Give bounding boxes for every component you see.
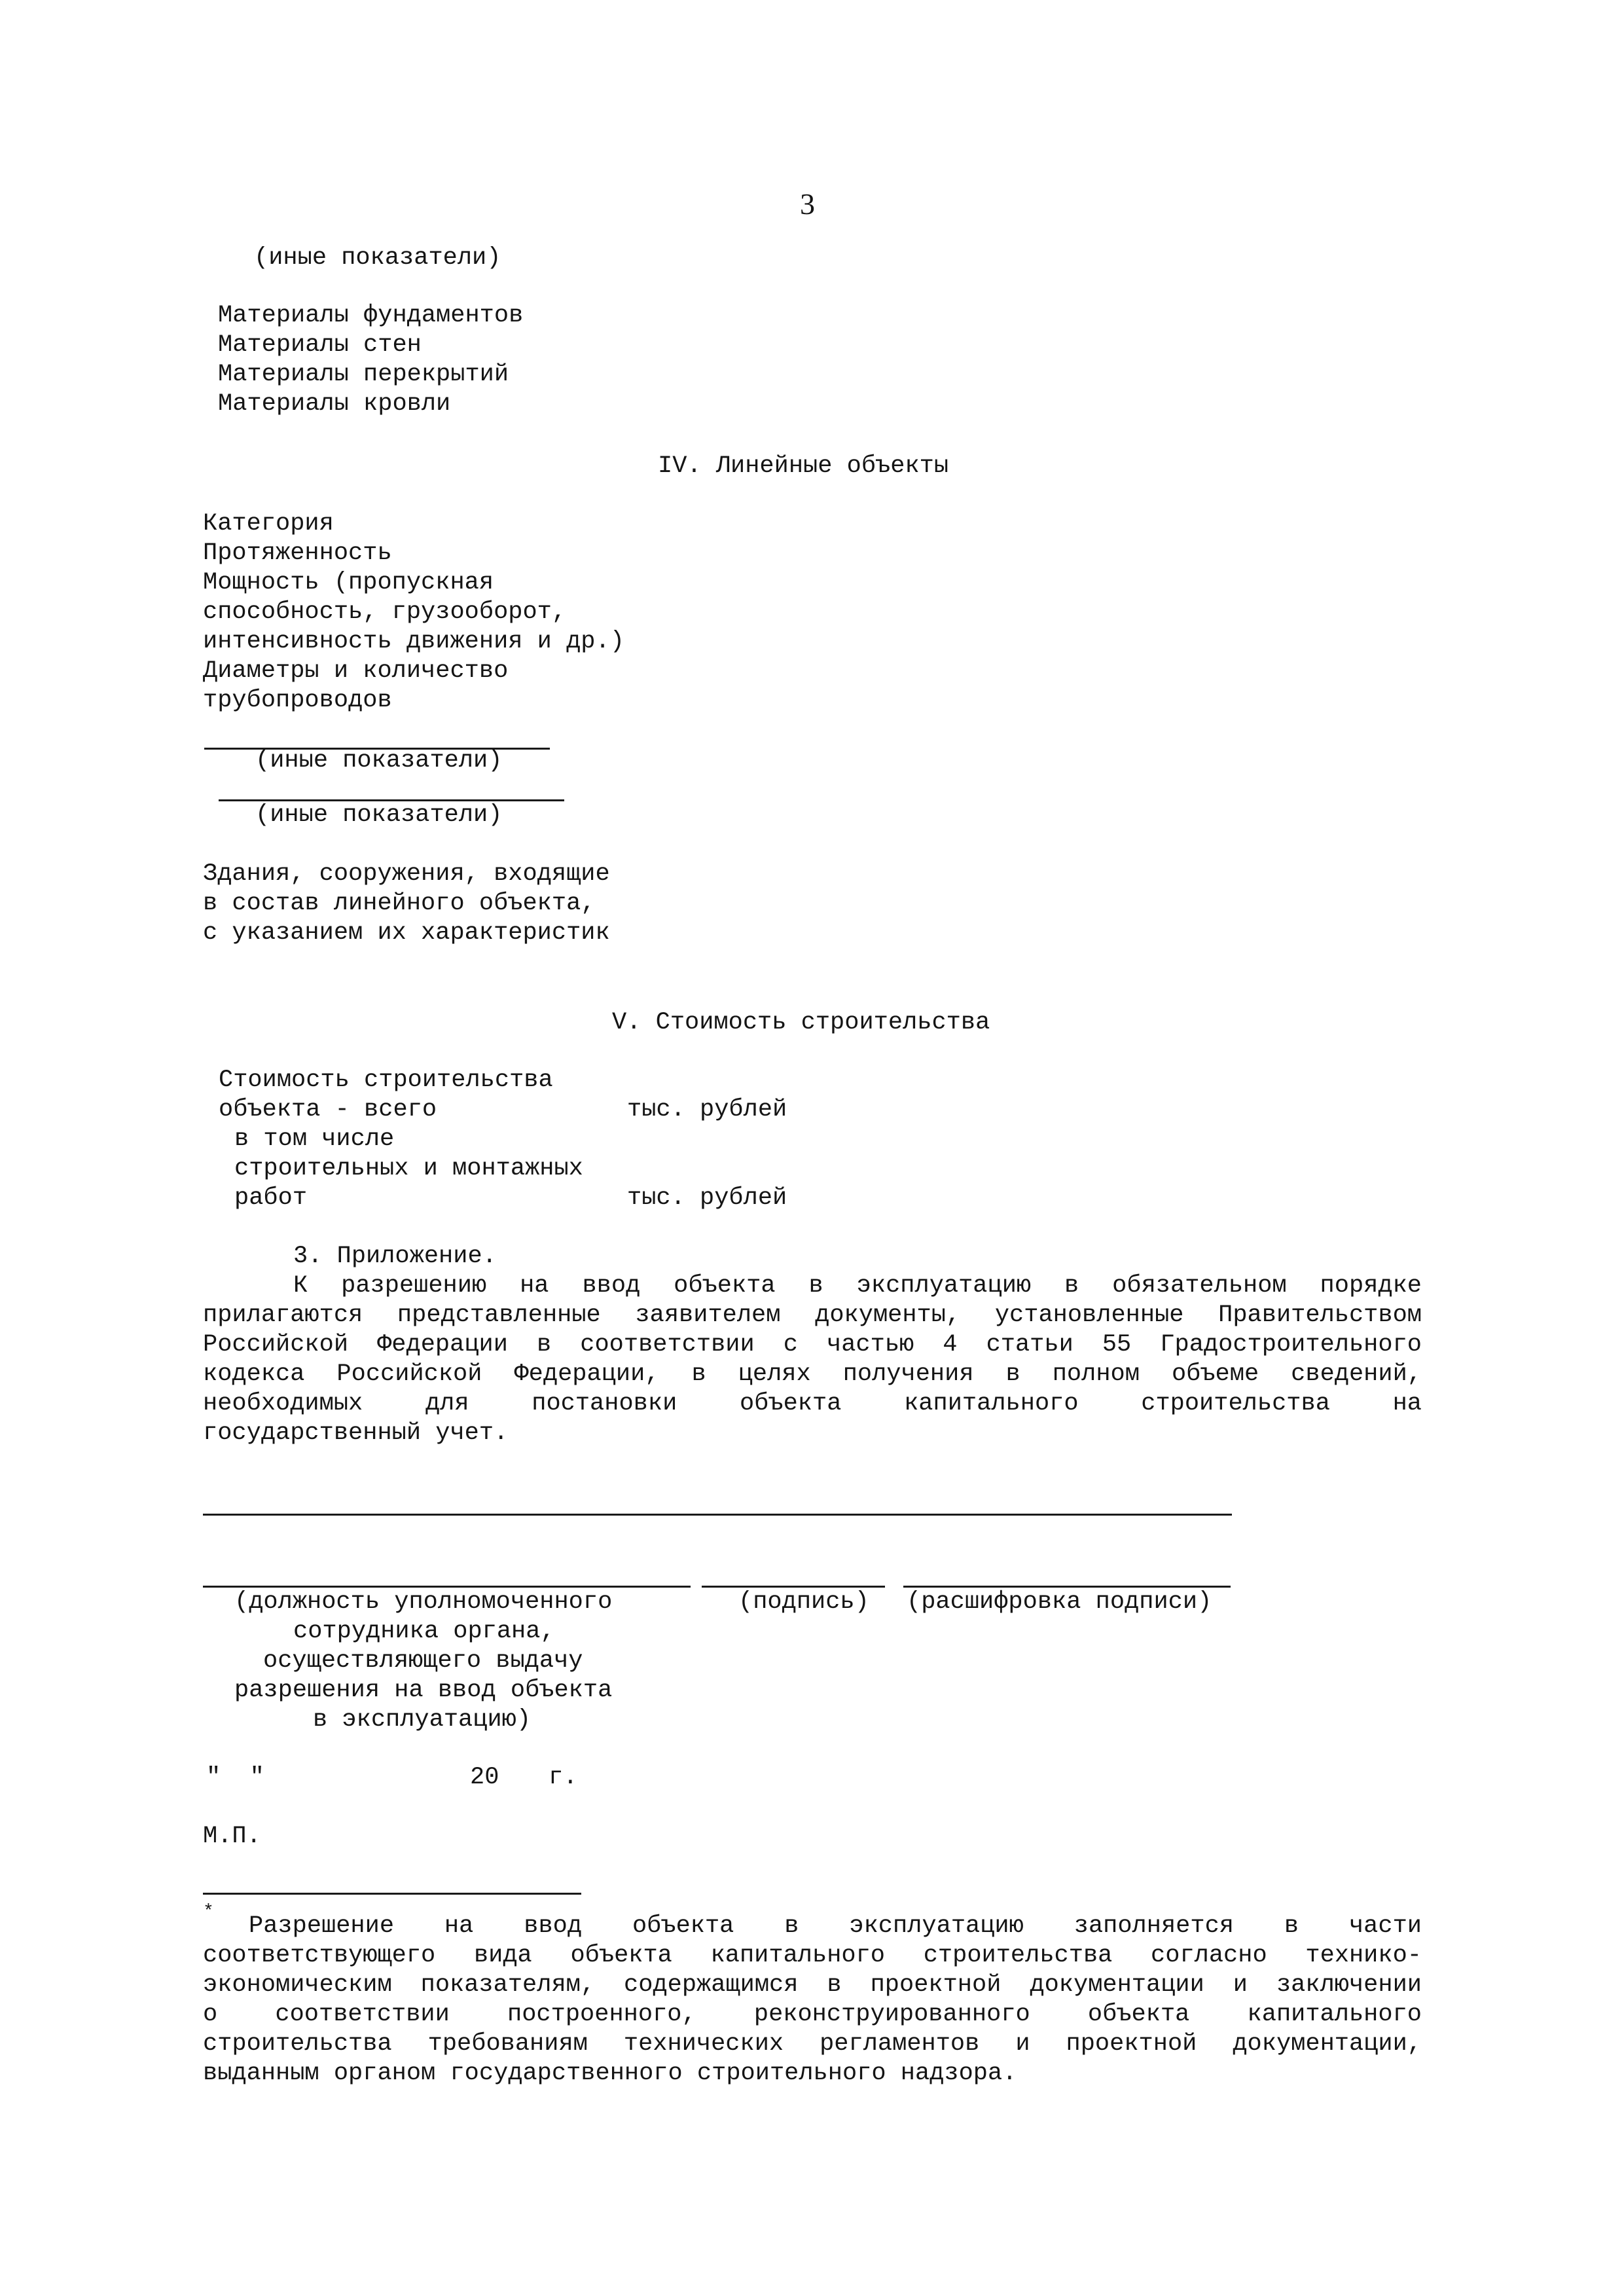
linear-capacity-3: интенсивность движения и др.) [203, 628, 624, 655]
appendix-line-5: необходимых для постановки объекта капитального строительства на [203, 1390, 1422, 1417]
cost-line-2: объекта - всего [219, 1096, 437, 1123]
date-year: 20 [470, 1764, 499, 1791]
appendix-line-6: государственный учет. [203, 1419, 509, 1447]
appendix-line-3: Российской Федерации в соответствии с частью 4 статьи 55 Градостроительного [203, 1331, 1422, 1358]
position-caption-5: в эксплуатацию) [313, 1706, 532, 1734]
cost-unit-total: тыс. рублей [627, 1096, 787, 1123]
position-caption-1: (должность уполномоченного [234, 1588, 613, 1616]
footnote-line-1: Разрешение на ввод объекта в эксплуатацию заполняется в части [249, 1912, 1422, 1940]
footnote-marker: * [203, 1902, 214, 1922]
stamp-label: М.П. [203, 1823, 261, 1850]
buildings-line-1: Здания, сооружения, входящие [203, 860, 610, 888]
position-caption-4: разрешения на ввод объекта [234, 1677, 613, 1704]
signature-caption: (подпись) [738, 1588, 869, 1616]
footnote-line-3: экономическим показателям, содержащимся в проектной документации и заключении [203, 1971, 1422, 1999]
materials-walls: Материалы стен [218, 331, 422, 359]
section-5-heading: V. Стоимость строительства [612, 1009, 990, 1036]
page-number: 3 [800, 187, 815, 221]
other-indicators-1: (иные показатели) [255, 747, 503, 774]
linear-pipes-1: Диаметры и количество [203, 657, 509, 685]
position-caption-2: сотрудника органа, [293, 1618, 555, 1645]
cost-line-1: Стоимость строительства [219, 1066, 553, 1094]
linear-category: Категория [203, 510, 334, 538]
other-indicators-top: (иные показатели) [254, 244, 501, 272]
cost-line-5: работ [234, 1184, 308, 1212]
materials-roof: Материалы кровли [218, 390, 451, 418]
blank-line [203, 1514, 1232, 1516]
appendix-line-2: прилагаются представленные заявителем документы, установленные Правительством [203, 1302, 1422, 1329]
cost-unit-works: тыс. рублей [627, 1184, 787, 1212]
date-quotes: " " [206, 1764, 264, 1791]
linear-capacity-1: Мощность (пропускная [203, 569, 494, 596]
footnote-line-4: о соответствии построенного, реконструированного объекта капитального [203, 2001, 1422, 2028]
decoding-caption: (расшифровка подписи) [907, 1588, 1212, 1616]
linear-pipes-2: трубопроводов [203, 687, 392, 714]
date-suffix: г. [549, 1764, 578, 1791]
buildings-line-2: в состав линейного объекта, [203, 890, 596, 917]
cost-line-3: в том числе [234, 1125, 395, 1153]
footnote-line-6: выданным органом государственного строительного надзора. [203, 2060, 1017, 2087]
footnote-line-2: соответствующего вида объекта капитального строительства согласно технико- [203, 1942, 1422, 1969]
buildings-line-3: с указанием их характеристик [203, 919, 610, 947]
other-indicators-2: (иные показатели) [255, 801, 503, 829]
materials-floors: Материалы перекрытий [218, 361, 509, 388]
position-caption-3: осуществляющего выдачу [263, 1647, 583, 1675]
footnote-separator [203, 1893, 581, 1895]
footnote-line-5: строительства требованиям технических регламентов и проектной документации, [203, 2030, 1422, 2058]
appendix-line-1: К разрешению на ввод объекта в эксплуатацию в обязательном порядке [293, 1272, 1422, 1300]
appendix-line-4: кодекса Российской Федерации, в целях получения в полном объеме сведений, [203, 1360, 1422, 1388]
materials-foundations: Материалы фундаментов [218, 302, 524, 329]
linear-length: Протяженность [203, 539, 392, 567]
appendix-heading: 3. Приложение. [293, 1243, 497, 1270]
section-4-heading: IV. Линейные объекты [658, 452, 949, 480]
cost-line-4: строительных и монтажных [234, 1155, 583, 1182]
linear-capacity-2: способность, грузооборот, [203, 598, 567, 626]
